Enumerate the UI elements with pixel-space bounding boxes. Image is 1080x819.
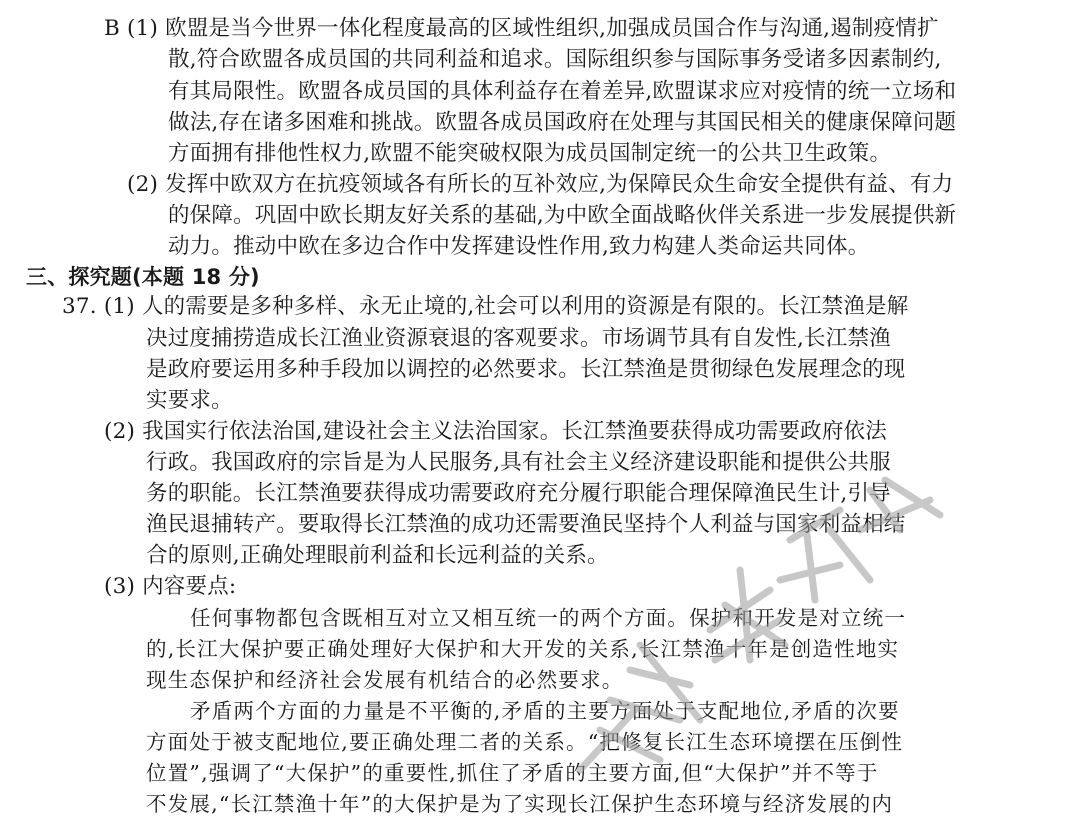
b1-line-4: 做法,存在诸多困难和挑战。欧盟各成员国政府在处理与其国民相关的健康保障问题 [168,110,957,135]
b1-line-3: 有其局限性。欧盟各成员国的具体利益存在着差异,欧盟谋求应对疫情的统一立场和 [168,79,957,104]
b2-line-2: 的保障。巩固中欧长期友好关系的基础,为中欧全面战略伙伴关系进一步发展提供新 [168,203,957,228]
q37-1-line-1: 37. (1) 人的需要是多种多样、永无止境的,社会可以利用的资源是有限的。长江禁渔是解 [62,294,909,319]
q37-3-line-5: 方面处于被支配地位,要正确处理二者的关系。“把修复长江生态环境摆在压倒性 [146,730,904,754]
q37-3-line-2: 的,长江大保护要正确处理好大保护和大开发的关系,长江禁渔十年是创造性地实 [146,637,900,661]
b1-line-1: B (1) 欧盟是当今世界一体化程度最高的区域性组织,加强成员国合作与沟通,遏制疫情扩 [104,16,939,41]
b1-line-2: 散,符合欧盟各成员国的共同利益和追求。国际组织参与国际事务受诸多因素制约, [168,47,942,72]
q37-3-line-7: 不发展,“长江禁渔十年”的大保护是为了实现长江保护生态环境与经济发展的内 [146,792,894,816]
b2-line-3: 动力。推动中欧在多边合作中发挥建设性作用,致力构建人类命运共同体。 [168,234,870,259]
q37-1-line-4: 实要求。 [146,388,233,413]
q37-3-line-3: 现生态保护和经济社会发展有机结合的必然要求。 [146,668,624,692]
q37-2-line-3: 务的职能。长江禁渔要获得成功需要政府充分履行职能合理保障渔民生计,引导 [146,481,891,506]
section-heading: 三、探究题(本题 18 分) [26,265,260,289]
q37-2-line-5: 合的原则,正确处理眼前利益和长远利益的关系。 [146,543,609,568]
q37-3-label: (3) 内容要点: [104,574,237,599]
b1-line-5: 方面拥有排他性权力,欧盟不能突破权限为成员国制定统一的公共卫生政策。 [168,141,892,166]
q37-1-line-3: 是政府要运用多种手段加以调控的必然要求。长江禁渔是贯彻绿色发展理念的现 [146,357,906,382]
b2-line-1: (2) 发挥中欧双方在抗疫领域各有所长的互补效应,为保障民众生命安全提供有益、有力 [127,172,954,197]
q37-3-line-6: 位置”,强调了“大保护”的重要性,抓住了矛盾的主要方面,但“大保护”并不等于 [146,761,879,785]
q37-3-line-4: 矛盾两个方面的力量是不平衡的,矛盾的主要方面处于支配地位,矛盾的次要 [190,699,900,723]
q37-3-line-1: 任何事物都包含既相互对立又相互统一的两个方面。保护和开发是对立统一 [190,606,907,630]
q37-2-line-4: 渔民退捕转产。要取得长江禁渔的成功还需要渔民坚持个人利益与国家利益相结 [146,512,906,537]
q37-1-line-2: 决过度捕捞造成长江渔业资源衰退的客观要求。市场调节具有自发性,长江禁渔 [146,326,891,351]
q37-2-line-2: 行政。我国政府的宗旨是为人民服务,具有社会主义经济建设职能和提供公共服 [146,450,891,475]
q37-2-line-1: (2) 我国实行依法治国,建设社会主义法治国家。长江禁渔要获得成功需要政府依法 [104,419,887,444]
